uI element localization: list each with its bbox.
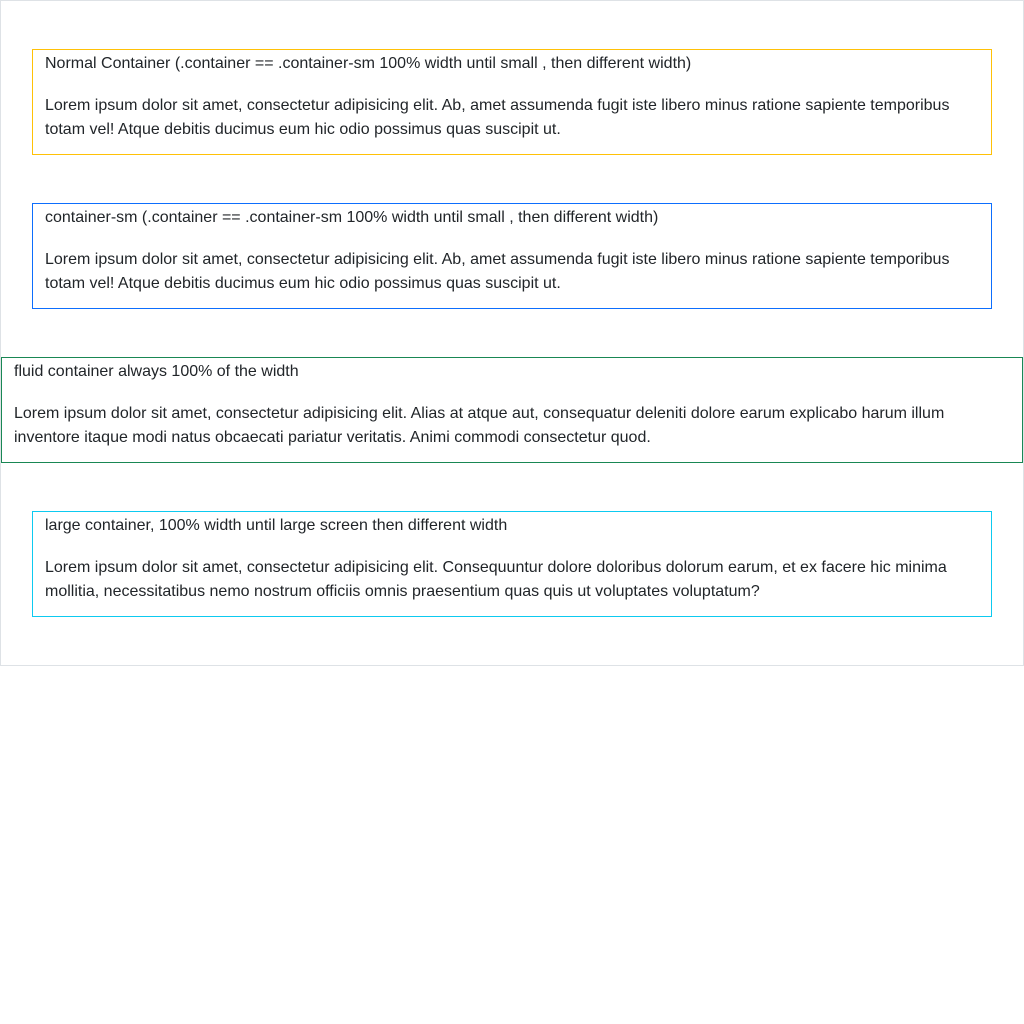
fluid-container (1, 357, 1023, 463)
container-text: Lorem ipsum dolor sit amet, consectetur adipisicing elit. Ab, amet assumenda fugit iste libero minus ratione sapiente temporibus totam vel! Atque debitis ducimus eum hic odio possimus quas suscipit ut. (45, 97, 950, 138)
container-text: Lorem ipsum dolor sit amet, consectetur adipisicing elit. Alias at atque aut, consequatur deleniti dolore earum explicabo harum illum inventore itaque modi natus obcaecati pariatur veritatis. Animi commodi consectetur quod. (14, 405, 945, 446)
normal-container (32, 49, 992, 155)
container-text: Lorem ipsum dolor sit amet, consectetur adipisicing elit. Consequuntur dolore doloribus dolorum earum, et ex facere hic minima mollitia, necessitatibus nemo nostrum officiis omnis praesentium quas quis ut voluptates voluptatum? (45, 559, 947, 600)
container-title: container-sm (.container == .container-sm 100% width until small , then different width) (45, 209, 659, 226)
container-sm (32, 203, 992, 309)
container-text: Lorem ipsum dolor sit amet, consectetur adipisicing elit. Ab, amet assumenda fugit iste libero minus ratione sapiente temporibus totam vel! Atque debitis ducimus eum hic odio possimus quas suscipit ut. (45, 251, 950, 292)
container-title: fluid container always 100% of the width (14, 363, 299, 380)
large-container (32, 511, 992, 617)
container-title: Normal Container (.container == .container-sm 100% width until small , then different width) (45, 55, 692, 72)
container-title: large container, 100% width until large screen then different width (45, 517, 508, 534)
